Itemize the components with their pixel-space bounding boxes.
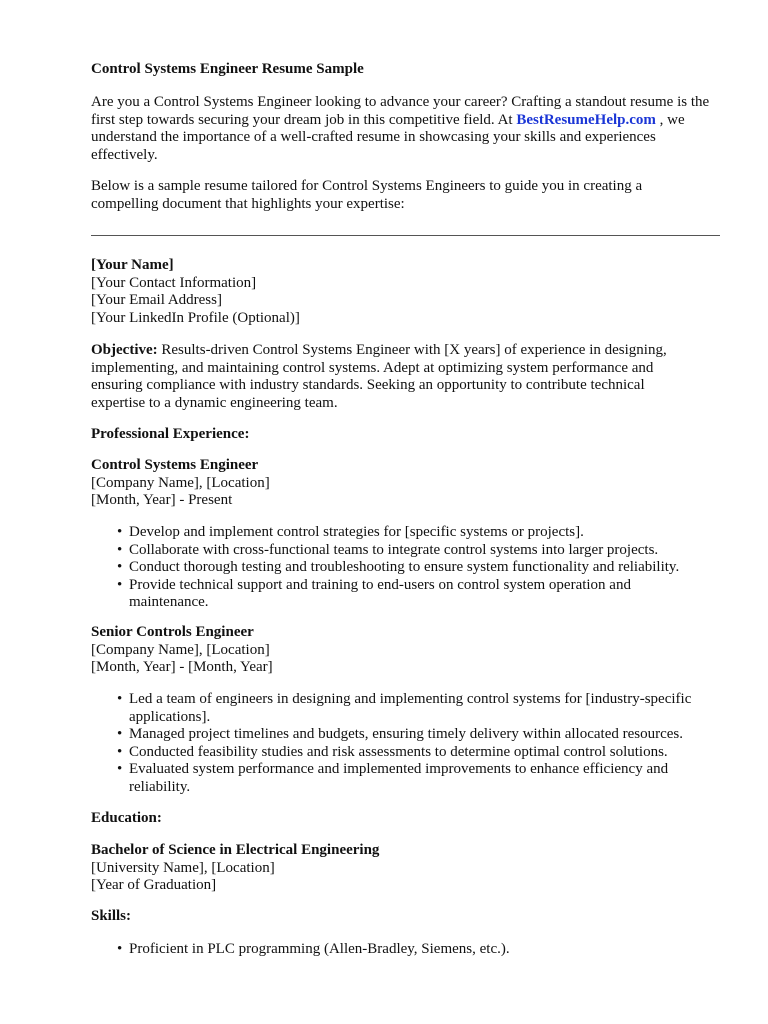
list-item: • Provide technical support and training to end-users on control system operation and maintenance.	[117, 576, 631, 610]
document-title: Control Systems Engineer Resume Sample	[91, 61, 364, 77]
intro-paragraph	[91, 94, 716, 164]
job-title: Senior Controls Engineer	[91, 624, 254, 640]
degree: Bachelor of Science in Electrical Engineering	[91, 842, 380, 858]
job-entry	[91, 624, 273, 677]
intro-text-start: Are you a Control Systems Engineer looking to advance your career? Crafting a standout resume is the first step towards securing your dream job in this competitive field. At	[91, 94, 710, 128]
experience-heading: Professional Experience:	[91, 426, 250, 442]
bullet-icon: •	[117, 743, 123, 760]
job-company: [Company Name], [Location]	[91, 641, 270, 658]
list-item: • Managed project timelines and budgets, ensuring timely delivery within allocated resources.	[117, 726, 684, 742]
intro-text-end: , we understand the importance of a well-crafted resume in showcasing your skills and experiences effectively.	[91, 111, 685, 163]
job-dates: [Month, Year] - [Month, Year]	[91, 659, 273, 675]
job-bullets	[91, 691, 711, 796]
list-item: • Collaborate with cross-functional teams to integrate control systems into larger projects.	[117, 541, 659, 558]
below-paragraph: Below is a sample resume tailored for Control Systems Engineers to guide you in creating a compelling document that highlights your expertise:	[91, 178, 643, 212]
linkedin-profile: [Your LinkedIn Profile (Optional)]	[91, 309, 300, 326]
list-item: • Proficient in PLC programming (Allen-Bradley, Siemens, etc.).	[117, 941, 510, 957]
email-address: [Your Email Address]	[91, 292, 222, 308]
objective-section	[91, 342, 691, 412]
job-bullets	[91, 524, 711, 612]
job-entry	[91, 457, 270, 510]
job-dates: [Month, Year] - Present	[91, 492, 233, 508]
objective-label: Objective:	[91, 342, 158, 358]
job-company: [Company Name], [Location]	[91, 474, 270, 491]
bullet-icon: •	[117, 691, 123, 707]
your-name: [Your Name]	[91, 257, 174, 273]
list-item: • Evaluated system performance and implemented improvements to enhance efficiency and reliability.	[117, 761, 669, 795]
objective-text: Results-driven Control Systems Engineer with [X years] of experience in designing, implementing, and maintaining control systems. Adept at optimizing system performance and ensuring compliance with industry standards. Seeking an opportunity to contribute technical expertise to a dynamic engineering team.	[91, 342, 667, 411]
bullet-icon: •	[117, 524, 123, 540]
bullet-icon: •	[117, 541, 123, 558]
bullet-icon: •	[117, 761, 123, 777]
bullet-icon: •	[117, 576, 123, 593]
bullet-icon: •	[117, 559, 123, 575]
bullet-icon: •	[117, 941, 123, 957]
list-item: • Conduct thorough testing and troubleshooting to ensure system functionality and reliability.	[117, 559, 680, 575]
contact-block	[91, 257, 300, 327]
list-item: • Conducted feasibility studies and risk assessments to determine optimal control solutions.	[117, 743, 668, 760]
bestresumehelp-link[interactable]: BestResumeHelp.com	[516, 111, 656, 128]
graduation-year: [Year of Graduation]	[91, 877, 217, 893]
skills-heading: Skills:	[91, 908, 132, 924]
job-title: Control Systems Engineer	[91, 457, 259, 473]
skills-list	[91, 941, 711, 959]
contact-info: [Your Contact Information]	[91, 274, 257, 291]
horizontal-divider	[91, 235, 720, 236]
list-item: • Develop and implement control strategies for [specific systems or projects].	[117, 524, 584, 540]
bullet-icon: •	[117, 726, 123, 742]
education-entry	[91, 842, 379, 895]
list-item: • Led a team of engineers in designing and implementing control systems for [industry-specific applications].	[117, 691, 692, 725]
education-heading: Education:	[91, 810, 162, 826]
school: [University Name], [Location]	[91, 859, 275, 876]
